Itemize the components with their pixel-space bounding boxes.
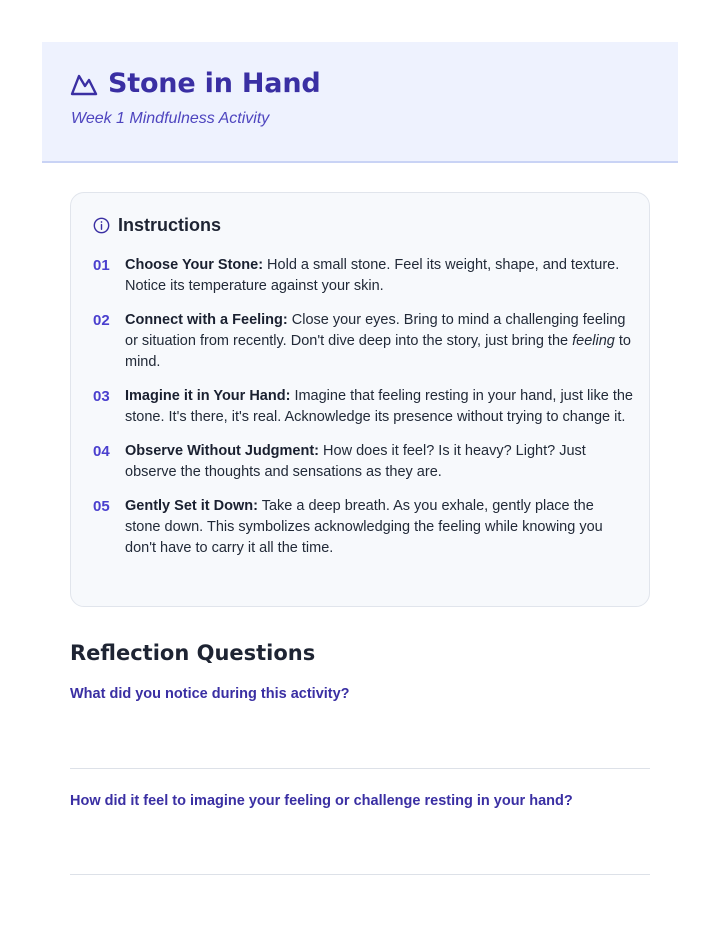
step-text [125,255,633,297]
step-number: 01 [93,257,110,274]
step-item [93,255,633,297]
step-number: 04 [93,443,110,460]
step-number: 05 [93,498,110,515]
instructions-card [70,192,650,607]
reflection-title: Reflection Questions [70,641,316,665]
step-item [93,496,633,559]
step-text [125,386,633,428]
step-text [125,441,633,483]
step-item [93,386,633,428]
step-body: Hold a small stone. Feel its weight, shape, and texture. Notice its temperature against your skin. [125,257,620,294]
info-icon [93,217,110,234]
step-body-end: to mind. [125,333,631,370]
step-item [93,441,633,483]
step-emphasis: feeling [572,333,615,349]
step-label: Gently Set it Down: [125,498,258,514]
step-number: 03 [93,388,110,405]
step-text [125,310,633,373]
step-body: Take a deep breath. As you exhale, gently place the stone down. This symbolizes acknowledging the feeling while knowing you don't have to carry it all the time. [125,498,603,556]
step-body: How does it feel? Is it heavy? Light? Just observe the thoughts and sensations as they are. [125,443,586,480]
title-row [70,68,320,99]
step-body: Imagine that feeling resting in your hand, just like the stone. It's there, it's real. Acknowledge its presence without trying to change it. [125,388,633,425]
reflection-question: What did you notice during this activity? [70,686,350,702]
step-text [125,496,633,559]
step-item [93,310,633,373]
step-label: Connect with a Feeling: [125,312,288,328]
instructions-title: Instructions [118,215,222,235]
page-subtitle: Week 1 Mindfulness Activity [71,110,270,127]
step-label: Observe Without Judgment: [125,443,320,459]
answer-line[interactable] [70,768,650,769]
page-header [42,42,678,163]
instructions-header [93,215,221,236]
step-number: 02 [93,312,110,329]
steps-list [93,255,633,572]
step-body: Close your eyes. Bring to mind a challenging feeling or situation from recently. Don't dive deep into the story, just bring the [125,312,626,349]
step-label: Choose Your Stone: [125,257,264,273]
step-label: Imagine it in Your Hand: [125,388,291,404]
page-title: Stone in Hand [108,68,321,99]
mountain-icon [70,72,98,96]
reflection-question: How did it feel to imagine your feeling or challenge resting in your hand? [70,793,573,809]
answer-line[interactable] [70,874,650,875]
